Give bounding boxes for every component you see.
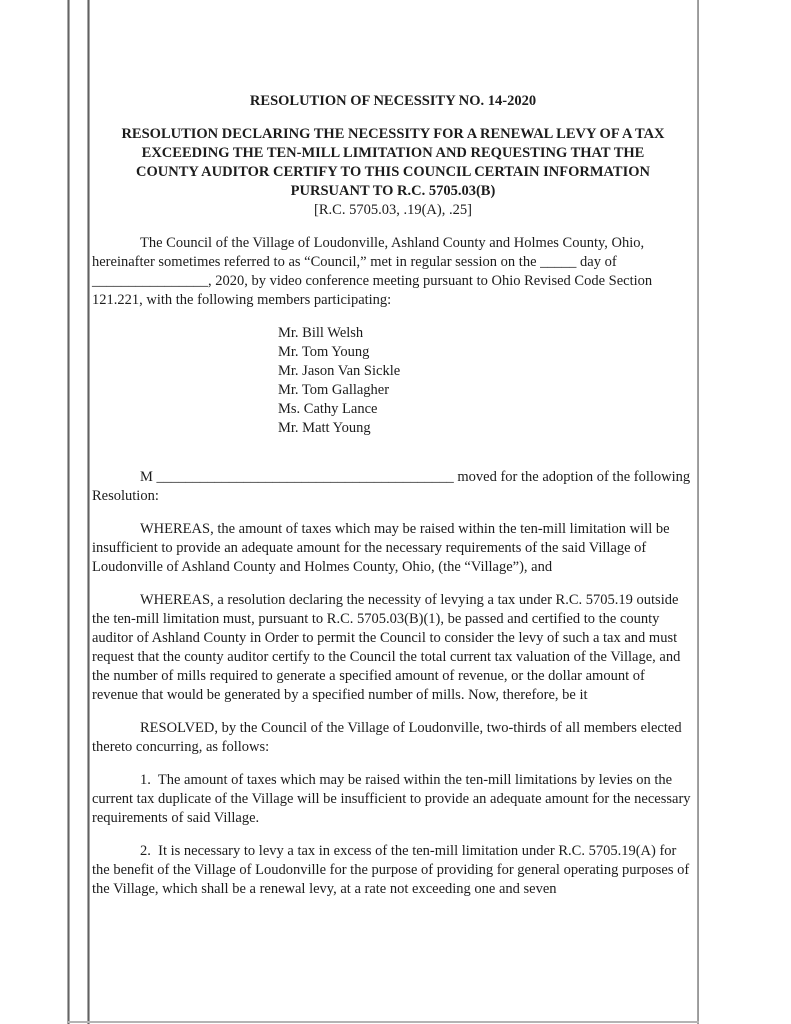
- page-edge-line-left-outer: [67, 0, 70, 1024]
- whereas-paragraph-1: WHEREAS, the amount of taxes which may be raised within the ten-mill limitation will be insufficient to provide an adequate amount for the necessary requirements of the said Village of Loudonville of Ashland County and Holmes County, Ohio, (the “Village”), and: [92, 521, 674, 575]
- member-name: Ms. Cathy Lance: [278, 401, 378, 417]
- member-name: Mr. Tom Young: [278, 344, 370, 360]
- statute-citation: [R.C. 5705.03, .19(A), .25]: [314, 202, 472, 218]
- page-edge-line-right: [697, 0, 699, 1024]
- resolved-paragraph: RESOLVED, by the Council of the Village of Loudonville, two-thirds of all members elected thereto concurring, as follows:: [92, 720, 686, 755]
- member-name: Mr. Tom Gallagher: [278, 382, 390, 398]
- subtitle-line: COUNTY AUDITOR CERTIFY TO THIS COUNCIL CERTAIN INFORMATION: [136, 164, 650, 180]
- motion-paragraph: M _________________________________________ moved for the adoption of the following Resolution:: [92, 469, 694, 504]
- page-edge-line-left-inner: [87, 0, 90, 1024]
- resolved-item-1: 1. The amount of taxes which may be raised within the ten-mill limitations by levies on the current tax duplicate of the Village will be insufficient to provide an adequate amount for the necessary requirements of said Village.: [92, 772, 695, 826]
- member-name: Mr. Jason Van Sickle: [278, 363, 401, 379]
- whereas-paragraph-2: WHEREAS, a resolution declaring the necessity of levying a tax under R.C. 5705.19 outside the ten-mill limitation must, pursuant to R.C. 5705.03(B)(1), be passed and certified to the county auditor of Ashland County in Order to permit the Council to consider the levy of such a tax and must request that the county auditor certify to the Council the total current tax valuation of the Village, and the number of mills required to generate a specified amount of revenue, or the dollar amount of revenue that would be generated by a specified number of mills. Now, therefore, be it: [92, 592, 684, 703]
- subtitle-line: RESOLUTION DECLARING THE NECESSITY FOR A RENEWAL LEVY OF A TAX: [121, 126, 665, 142]
- subtitle-line: PURSUANT TO R.C. 5705.03(B): [290, 183, 496, 199]
- resolved-item-2: 2. It is necessary to levy a tax in excess of the ten-mill limitation under R.C. 5705.19(A) for the benefit of the Village of Loudonville for the purpose of providing for general operating purposes of the Village, which shall be a renewal levy, at a rate not exceeding one and seven: [92, 843, 693, 897]
- resolution-subtitle: [92, 125, 694, 201]
- intro-paragraph: The Council of the Village of Loudonville, Ashland County and Holmes County, Ohio, hereinafter sometimes referred to as “Council,” met in regular session on the _____ day of ________________, 2020, by video conference meeting pursuant to Ohio Revised Code Section 121.221, with the following members participating:: [92, 235, 656, 308]
- page-edge-line-bottom: [68, 1021, 699, 1023]
- subtitle-line: EXCEEDING THE TEN-MILL LIMITATION AND REQUESTING THAT THE: [141, 145, 645, 161]
- member-name: Mr. Matt Young: [278, 420, 371, 436]
- members-list: [92, 324, 694, 438]
- document-body: [92, 92, 694, 899]
- resolution-title: RESOLUTION OF NECESSITY NO. 14-2020: [249, 93, 537, 109]
- member-name: Mr. Bill Welsh: [278, 325, 364, 341]
